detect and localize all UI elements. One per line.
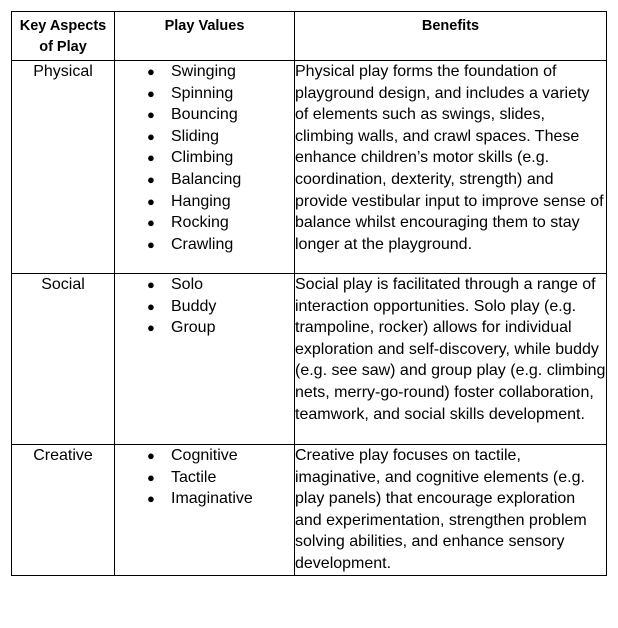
aspect-cell: Physical: [12, 61, 115, 274]
play-value-label: Group: [171, 319, 216, 337]
play-value-label: Climbing: [171, 149, 234, 167]
play-values-list: [115, 274, 294, 339]
benefits-cell: Creative play focuses on tactile, imaginative, and cognitive elements (e.g. play panels) that encourage exploration and experimentation, strengthen problem solving abilities, and enhance sensory development.: [295, 445, 607, 576]
list-item: [147, 467, 294, 489]
play-aspects-table: [11, 11, 607, 576]
list-item: [147, 126, 294, 148]
list-item: [147, 488, 294, 510]
bullet-icon: ●: [147, 448, 155, 463]
play-values-list: [115, 61, 294, 255]
list-item: [147, 445, 294, 467]
list-item: [147, 147, 294, 169]
play-value-label: Bouncing: [171, 106, 238, 124]
list-item: [147, 296, 294, 318]
list-item: [147, 61, 294, 83]
header-row: [12, 12, 607, 61]
play-value-label: Buddy: [171, 297, 217, 315]
aspect-cell: Creative: [12, 445, 115, 576]
play-value-label: Cognitive: [171, 447, 238, 464]
table-row-creative: [12, 445, 607, 576]
play-value-label: Imaginative: [171, 490, 253, 508]
benefits-cell: Social play is facilitated through a range of interaction opportunities. Solo play (e.g. trampoline, rocker) allows for individual exploration and self-discovery, while buddy (e.g. see saw) and group play (e.g. climbing nets, merry-go-round) foster collaboration, teamwork, and social skills development.: [295, 274, 607, 445]
table-row-social: [12, 274, 607, 445]
play-value-label: Solo: [171, 276, 204, 293]
aspect-cell: Social: [12, 274, 115, 445]
header-benefits: Benefits: [295, 12, 607, 61]
play-value-label: Swinging: [171, 63, 236, 80]
list-item: [147, 212, 294, 234]
play-value-label: Tactile: [171, 468, 217, 486]
bullet-icon: ●: [147, 215, 155, 231]
play-value-label: Spinning: [171, 84, 234, 102]
bullet-icon: ●: [147, 107, 155, 123]
header-play-values: Play Values: [115, 12, 295, 61]
bullet-icon: ●: [147, 150, 155, 166]
bullet-icon: ●: [147, 171, 155, 187]
bullet-icon: ●: [147, 277, 155, 292]
bullet-icon: ●: [147, 236, 155, 252]
list-item: [147, 169, 294, 191]
bullet-icon: ●: [147, 469, 155, 485]
play-value-label: Crawling: [171, 235, 234, 253]
play-values-cell: [115, 61, 295, 274]
play-values-list: [115, 445, 294, 510]
play-values-cell: [115, 445, 295, 576]
bullet-icon: ●: [147, 491, 155, 507]
bullet-icon: ●: [147, 128, 155, 144]
list-item: [147, 83, 294, 105]
list-item: [147, 191, 294, 213]
table-row-physical: [12, 61, 607, 274]
benefits-cell: Physical play forms the foundation of playground design, and includes a variety of elements such as swings, slides, climbing walls, and crawl spaces. These enhance children’s motor skills (e.g. coordination, dexterity, strength) and provide vestibular input to improve sense of balance whilst encouraging them to stay longer at the playground.: [295, 61, 607, 274]
play-value-label: Hanging: [171, 192, 231, 210]
play-value-label: Sliding: [171, 127, 220, 145]
play-value-label: Balancing: [171, 170, 242, 188]
list-item: [147, 234, 294, 256]
list-item: [147, 317, 294, 339]
play-value-label: Rocking: [171, 214, 229, 232]
bullet-icon: ●: [147, 64, 155, 79]
list-item: [147, 104, 294, 126]
bullet-icon: ●: [147, 298, 155, 314]
header-key-aspects: Key Aspects of Play: [12, 12, 115, 61]
bullet-icon: ●: [147, 85, 155, 101]
list-item: [147, 274, 294, 296]
bullet-icon: ●: [147, 193, 155, 209]
play-values-cell: [115, 274, 295, 445]
bullet-icon: ●: [147, 320, 155, 336]
